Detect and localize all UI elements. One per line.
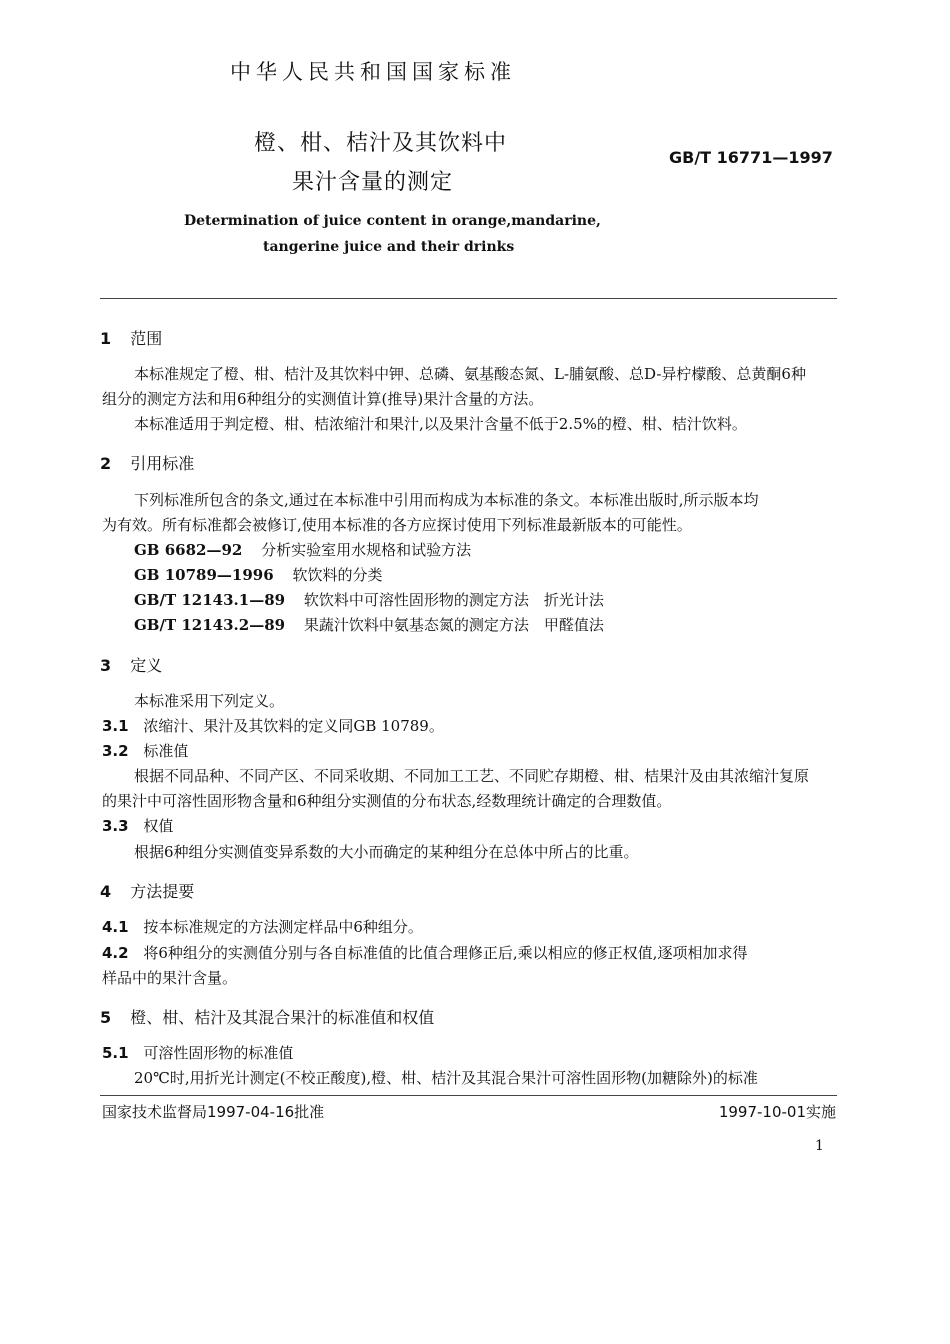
section-number: 5 [100, 1008, 112, 1027]
clause-title: 可溶性固形物的标准值 [143, 1044, 294, 1062]
document-title-line2: 果汁含量的测定 [292, 170, 454, 195]
clause-number: 3.1 [102, 717, 129, 735]
standard-code: GB/T 16771—1997 [669, 148, 833, 167]
section-3-heading [100, 653, 162, 676]
section-title: 橙、柑、桔汁及其混合果汁的标准值和权值 [130, 1008, 435, 1027]
clause-number: 3.2 [102, 742, 129, 760]
reference-name: 分析实验室用水规格和试验方法 [261, 541, 472, 559]
clause-text: 将6种组分的实测值分别与各自标准值的比值合理修正后,乘以相应的修正权值,逐项相加求得 [143, 944, 748, 962]
section-title: 引用标准 [130, 454, 195, 473]
clause-number: 3.3 [102, 817, 129, 835]
section-4-heading [100, 879, 194, 902]
document-title-line1: 橙、柑、桔汁及其饮料中 [254, 131, 508, 156]
country-standard-title: 中华人民共和国国家标准 [230, 60, 516, 84]
approval-note: 国家技术监督局1997-04-16批准 [102, 1103, 325, 1121]
header-divider [100, 298, 837, 299]
reference-code: GB 10789—1996 [134, 566, 274, 584]
section-number: 3 [100, 656, 112, 675]
definition-3-1 [102, 714, 444, 739]
section-number: 2 [100, 454, 112, 473]
section-5-heading [100, 1005, 434, 1028]
definition-3-3 [102, 814, 173, 839]
method-4-2 [102, 941, 747, 966]
clause-number: 4.2 [102, 944, 129, 962]
section-title: 定义 [130, 656, 163, 675]
footer-divider [100, 1095, 837, 1096]
section-2-heading [100, 451, 194, 474]
definition-3-3-line: 根据6种组分实测值变异系数的大小而确定的某种组分在总体中所占的比重。 [134, 843, 639, 861]
reference-item [134, 563, 382, 588]
section-1-heading [100, 326, 162, 349]
method-4-1 [102, 915, 423, 940]
reference-item [134, 613, 604, 638]
reference-name: 软饮料的分类 [292, 566, 383, 584]
reference-code: GB 6682—92 [134, 541, 243, 559]
section-number: 1 [100, 329, 112, 348]
section-number: 4 [100, 882, 112, 901]
clause-title: 标准值 [143, 742, 189, 760]
definition-3-2-line: 根据不同品种、不同产区、不同采收期、不同加工工艺、不同贮存期橙、柑、桔果汁及由其浓缩汁复原 [134, 767, 810, 785]
section-1-paragraph-line: 本标准规定了橙、柑、桔汁及其饮料中钾、总磷、氨基酸态氮、L-脯氨酸、总D-异柠檬酸、总黄酮6种 [134, 365, 806, 383]
clause-title: 权值 [143, 817, 174, 835]
definition-3-2 [102, 739, 188, 764]
clause-number: 4.1 [102, 918, 129, 936]
clause-number: 5.1 [102, 1044, 129, 1062]
section-title: 范围 [130, 329, 163, 348]
page-number: 1 [815, 1138, 824, 1154]
reference-name: 果蔬汁饮料中氨基态氮的测定方法 甲醛值法 [303, 616, 604, 634]
english-title-line2: tangerine juice and their drinks [263, 239, 515, 255]
method-4-2-line: 样品中的果汁含量。 [102, 969, 238, 987]
subsection-5-1-line: 20℃时,用折光计测定(不校正酸度),橙、柑、桔汁及其混合果汁可溶性固形物(加糖除外)的标准 [134, 1069, 758, 1087]
clause-text: 按本标准规定的方法测定样品中6种组分。 [143, 918, 423, 936]
clause-text: 浓缩汁、果汁及其饮料的定义同GB 10789。 [143, 717, 444, 735]
subsection-5-1 [102, 1041, 293, 1066]
reference-code: GB/T 12143.1—89 [134, 591, 286, 609]
section-3-intro: 本标准采用下列定义。 [134, 692, 285, 710]
reference-code: GB/T 12143.2—89 [134, 616, 286, 634]
section-1-paragraph-line: 组分的测定方法和用6种组分的实测值计算(推导)果汁含量的方法。 [102, 390, 544, 408]
reference-name: 软饮料中可溶性固形物的测定方法 折光计法 [303, 591, 604, 609]
section-title: 方法提要 [130, 882, 195, 901]
section-1-paragraph-line: 本标准适用于判定橙、柑、桔浓缩汁和果汁,以及果汁含量不低于2.5%的橙、柑、桔汁饮料。 [134, 415, 747, 433]
reference-item [134, 538, 471, 563]
definition-3-2-line: 的果汁中可溶性固形物含量和6种组分实测值的分布状态,经数理统计确定的合理数值。 [102, 792, 672, 810]
section-2-paragraph-line: 下列标准所包含的条文,通过在本标准中引用而构成为本标准的条文。本标准出版时,所示版本均 [134, 491, 759, 509]
section-2-paragraph-line: 为有效。所有标准都会被修订,使用本标准的各方应探讨使用下列标准最新版本的可能性。 [102, 516, 692, 534]
implementation-date: 1997-10-01实施 [718, 1103, 836, 1121]
english-title-line1: Determination of juice content in orange,mandarine, [184, 213, 601, 229]
reference-item [134, 588, 604, 613]
